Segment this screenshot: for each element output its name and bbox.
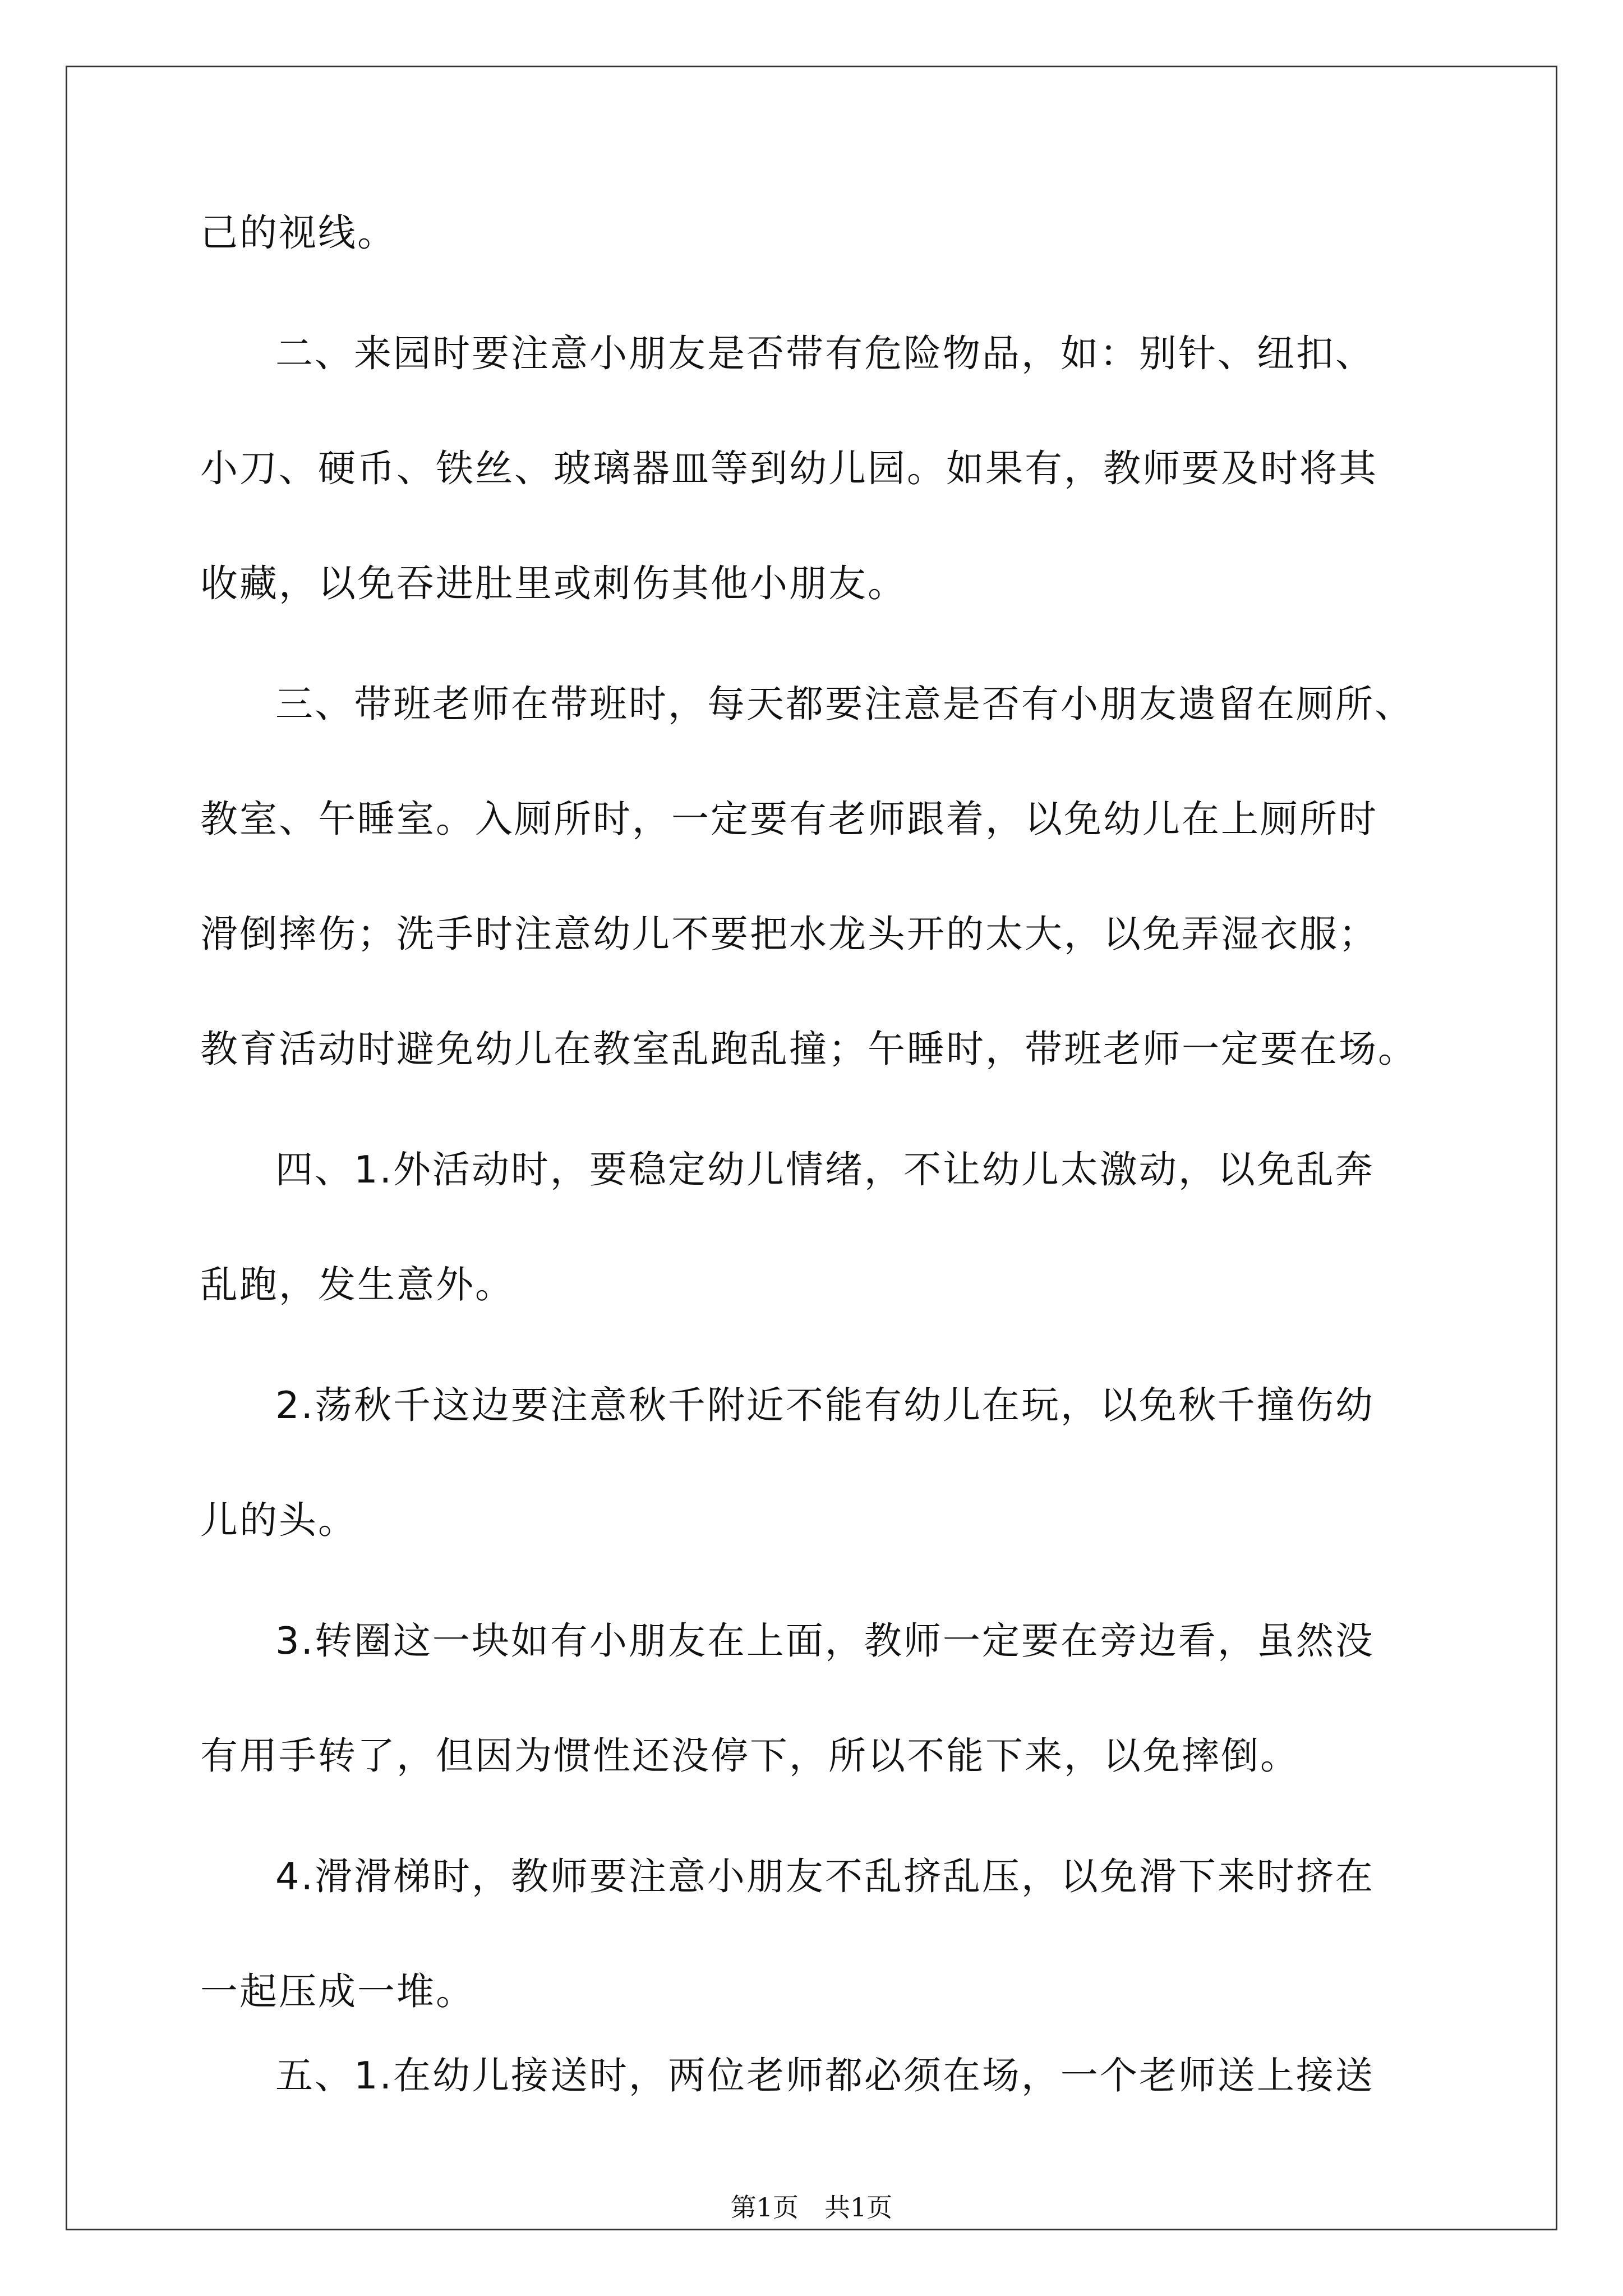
- paragraph-line: 3.转圈这一块如有小朋友在上面，教师一定要在旁边看，虽然没: [275, 1619, 1375, 1663]
- text-line: 有用手转了，但因为惯性还没停下，所以不能下来，以免摔倒。: [200, 1734, 1299, 1778]
- text-line: 己的视线。: [200, 211, 396, 255]
- paragraph-line: 三、带班老师在带班时，每天都要注意是否有小朋友遗留在厕所、: [275, 682, 1414, 726]
- text-line: 滑倒摔伤；洗手时注意幼儿不要把水龙头开的太大，以免弄湿衣服；: [200, 912, 1378, 956]
- text-line: 乱跑，发生意外。: [200, 1263, 514, 1306]
- page-number-footer: 第1页 共1页: [730, 2192, 893, 2223]
- paragraph-line: 2.荡秋千这边要注意秋千附近不能有幼儿在玩，以免秋千撞伤幼: [275, 1383, 1375, 1427]
- text-line: 儿的头。: [200, 1498, 357, 1542]
- paragraph-line: 4.滑滑梯时，教师要注意小朋友不乱挤乱压，以免滑下来时挤在: [275, 1855, 1375, 1898]
- text-line: 教室、午睡室。入厕所时，一定要有老师跟着，以免幼儿在上厕所时: [200, 797, 1378, 841]
- text-line: 收藏，以免吞进肚里或刺伤其他小朋友。: [200, 562, 907, 605]
- text-line: 教育活动时避免幼儿在教室乱跑乱撞；午睡时，带班老师一定要在场。: [200, 1027, 1417, 1071]
- paragraph-line: 二、来园时要注意小朋友是否带有危险物品，如：别针、纽扣、: [275, 332, 1375, 375]
- paragraph-line: 五、1.在幼儿接送时，两位老师都必须在场，一个老师送上接送: [275, 2054, 1375, 2097]
- text-line: 一起压成一堆。: [200, 1970, 475, 2013]
- paragraph-line: 四、1.外活动时，要稳定幼儿情绪，不让幼儿太激动，以免乱奔: [275, 1148, 1375, 1191]
- text-line: 小刀、硬币、铁丝、玻璃器皿等到幼儿园。如果有，教师要及时将其: [200, 447, 1378, 490]
